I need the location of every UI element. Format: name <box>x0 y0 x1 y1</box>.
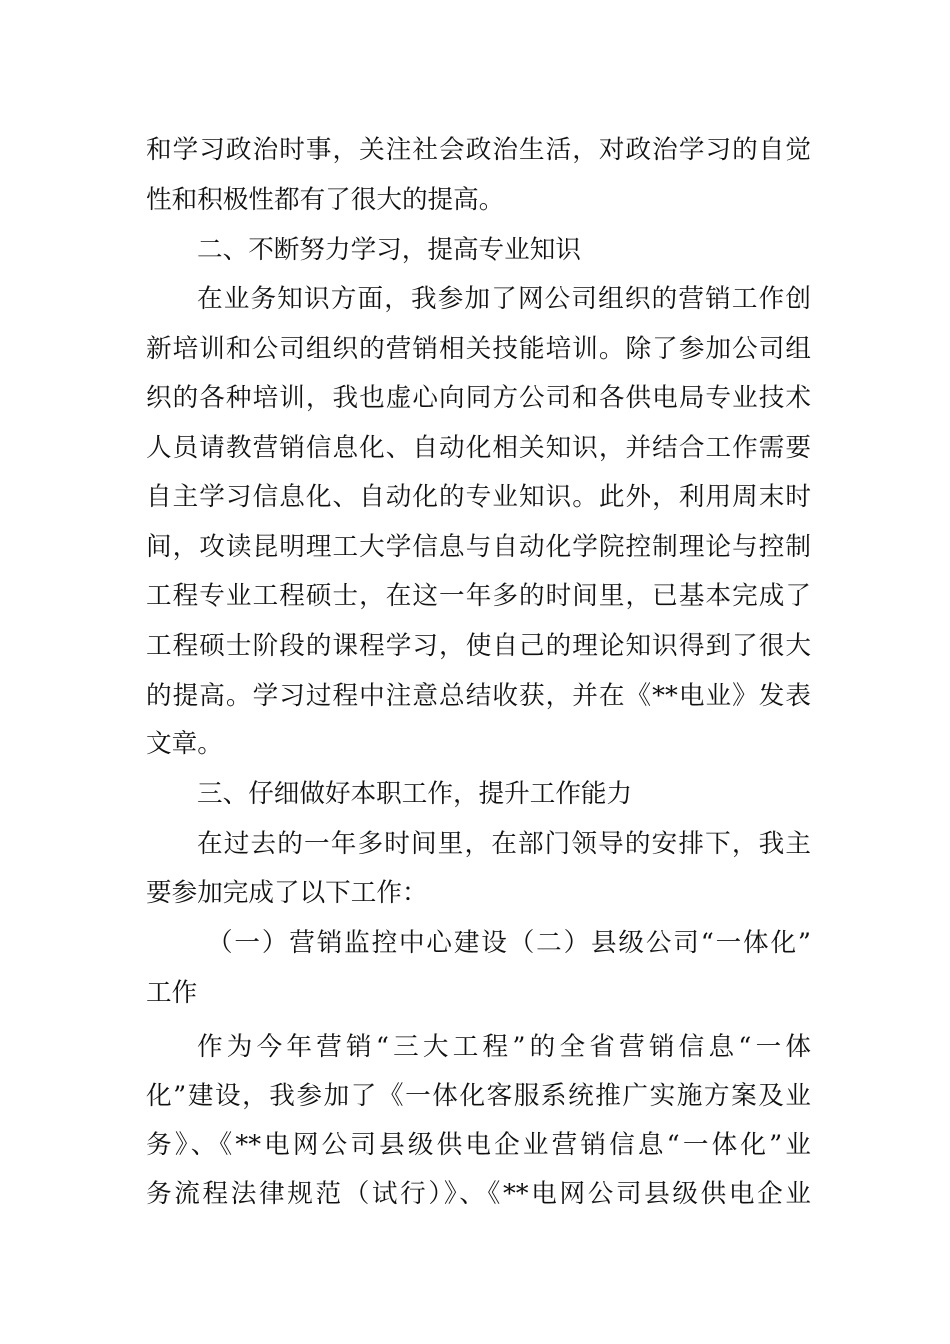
paragraph-line: 作为今年营销“三大工程”的全省营销信息“一体 <box>197 1032 811 1062</box>
section-heading: 三、仔细做好本职工作，提升工作能力 <box>197 779 633 809</box>
paragraph-line: 文章。 <box>146 729 223 759</box>
paragraph-line: 性和积极性都有了很大的提高。 <box>146 185 505 215</box>
paragraph-line: 和学习政治时事，关注社会政治生活，对政治学习的自觉 <box>146 135 811 165</box>
paragraph-line: 新培训和公司组织的营销相关技能培训。除了参加公司组 <box>146 334 811 364</box>
paragraph-line: 工程专业工程硕士，在这一年多的时间里，已基本完成了 <box>146 581 811 611</box>
paragraph-line: 自主学习信息化、自动化的专业知识。此外，利用周末时 <box>146 482 811 512</box>
paragraph-line: 的提高。学习过程中注意总结收获，并在《**电业》发表 <box>146 681 811 711</box>
paragraph-line: 要参加完成了以下工作： <box>146 878 428 908</box>
paragraph-line: 织的各种培训，我也虚心向同方公司和各供电局专业技术 <box>146 383 811 413</box>
paragraph-line: 化”建设，我参加了《一体化客服系统推广实施方案及业 <box>146 1081 811 1111</box>
paragraph-line: 在过去的一年多时间里，在部门领导的安排下，我主 <box>197 829 811 859</box>
paragraph-line: 在业务知识方面，我参加了网公司组织的营销工作创 <box>197 284 811 314</box>
subsection-heading: （一）营销监控中心建设（二）县级公司“一体化” <box>207 928 811 958</box>
section-heading: 二、不断努力学习，提高专业知识 <box>197 235 581 265</box>
paragraph-line: 务流程法律规范（试行）》、《**电网公司县级供电企业 <box>146 1179 811 1209</box>
paragraph-line: 人员请教营销信息化、自动化相关知识，并结合工作需要 <box>146 433 811 463</box>
subsection-heading: 工作 <box>146 978 198 1008</box>
paragraph-line: 务》、《**电网公司县级供电企业营销信息“一体化”业 <box>146 1130 811 1160</box>
paragraph-line: 间，攻读昆明理工大学信息与自动化学院控制理论与控制 <box>146 532 811 562</box>
paragraph-line: 工程硕士阶段的课程学习，使自己的理论知识得到了很大 <box>146 631 811 661</box>
